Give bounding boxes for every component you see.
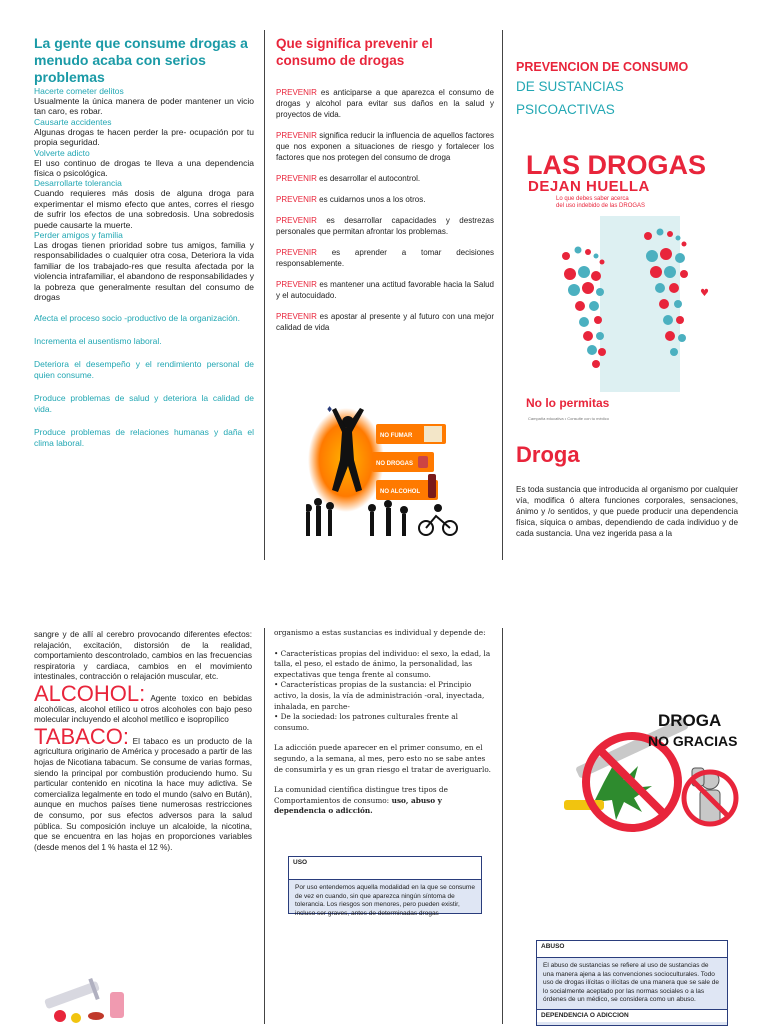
- section-text: Usualmente la única manera de poder mantener un vicio tan caro, es robar.: [34, 96, 254, 117]
- cover-title-teal: DE SUSTANCIAS: [516, 79, 624, 94]
- svg-text:NO DROGAS: NO DROGAS: [376, 461, 414, 467]
- consequences-title: La gente que consume drogas a menudo acaba con serios problemas: [34, 35, 248, 85]
- droga-definition: Es toda sustancia que introducida al organismo por cualquier vía, modifica ó altera funciones corporales, sensaciones, ánimo y /o sentidos, y que puede producir una dependencia física, síquica o ambas, dependiendo de cada individuo y de cada sustancia. Una vez ingerida pasa a la: [516, 485, 738, 538]
- svg-text:NO GRACIAS: NO GRACIAS: [648, 733, 738, 749]
- svg-text:DROGA: DROGA: [658, 711, 722, 730]
- no-smoking-sign: [376, 424, 446, 444]
- cover-title-red: PREVENCION DE CONSUMO: [516, 60, 689, 74]
- poster-footer: Campaña educativa • Consulte con tu médico: [528, 416, 610, 421]
- poster-headline: LAS DROGAS: [526, 150, 707, 180]
- factors-list: [274, 649, 494, 734]
- poster-subheadline: DEJAN HUELLA: [528, 178, 650, 195]
- factor-item: • Características propias de la sustancia: el Principio activo, la dosis, la vía de administración -oral, inyectada, inhalada, en parche-: [274, 680, 485, 711]
- effect-item: Incrementa el ausentismo laboral.: [34, 335, 162, 346]
- dependencia-heading: DEPENDENCIA O ADICCION: [537, 1009, 727, 1023]
- prevenir-paragraph: PREVENIR es mantener una actitud favorable hacia la Salud y el autocuidado.: [276, 280, 494, 300]
- poster-slogan: No lo permitas: [526, 396, 610, 410]
- uso-box: [288, 856, 482, 917]
- alcohol-section: ALCOHOL: Agente toxico en bebidas alcohólicas, alcohol etílico u otros alcoholes con bajo peso molecular incluyendo el alcohol metílico e isopropílico: [34, 680, 252, 725]
- footprints-graphic: [540, 216, 720, 392]
- consumption-types-paragraph: La comunidad científica distingue tres tipos de Comportamientos de consumo: uso, abuso y dependencia o adicción.: [274, 785, 448, 816]
- consequences-column: [34, 35, 254, 449]
- no-drugs-sign: [372, 452, 434, 472]
- factors-intro: organismo a estas sustancias es individual y depende de:: [274, 628, 486, 637]
- prevenir-paragraph: PREVENIR significa reducir la influencia de aquellos factores que nos exponen a situaciones de riesgo y fortalecer los factores que nos protegen del consumo de droga: [276, 131, 494, 162]
- section-heading: Desarrollarte tolerancia: [34, 178, 122, 189]
- column-divider: [502, 628, 503, 1024]
- prevenir-paragraph: PREVENIR es desarrollar el autocontrol.: [276, 174, 421, 183]
- abuso-box: [536, 940, 728, 1026]
- prevenir-paragraph: PREVENIR es desarrollar capacidades y destrezas personales que permitan afrontar los problemas.: [276, 216, 494, 236]
- alcohol-heading: ALCOHOL:: [34, 680, 146, 706]
- droga-heading: Droga: [516, 442, 580, 467]
- abuso-heading: ABUSO: [537, 941, 727, 958]
- section-text: El uso continuo de drogas te lleva a una dependencia física o psicológica.: [34, 157, 254, 179]
- no-alcohol-sign: [376, 474, 438, 500]
- tabaco-heading: TABACO:: [34, 723, 129, 749]
- column-divider: [264, 628, 265, 1024]
- prevention-column: [276, 35, 494, 343]
- svg-text:NO FUMAR: NO FUMAR: [380, 433, 413, 439]
- section-text: Las drogas tienen prioridad sobre tus amigos, familia y responsabilidades o cualquier otra cosa, Deteriora la vida familiar de los trabajado-res que resulta afectada por la violencia intrafamiliar, el abandono de responsabilidades y la pobreza que generalmente resultan del consumo de drogas: [34, 240, 254, 303]
- left-footprint-dots: [562, 247, 606, 369]
- prevention-title: Que significa prevenir el consumo de drogas: [276, 36, 433, 68]
- droga-continuation: sangre y de allí al cerebro provocando diferentes efectos: relajación, excitación, distorsión de la realidad, comportamiento descontrolado, cambios en las frecuencias respiratoria y cardiaca, cambios en el movimiento intestinales, contracción o relajación muscular, etc.: [34, 630, 252, 682]
- column-divider: [502, 30, 503, 560]
- addiction-paragraph: La adicción puede aparecer en el primer consumo, en el segundo, a la semana, al mes, pero esto no se sabe antes de consumirla y es un gran riesgo el tratar de averiguarlo.: [274, 743, 491, 774]
- section-heading: Volverte adicto: [34, 147, 90, 158]
- section-text: Algunas drogas te hacen perder la pre- ocupación por tu propia seguridad.: [34, 126, 254, 148]
- figure-mark: ♦: [326, 405, 334, 414]
- cover-title-block: [516, 60, 738, 120]
- effect-item: Afecta el proceso socio -productivo de la organización.: [34, 312, 241, 323]
- celebration-illustration: [306, 400, 466, 536]
- workplace-effects: [34, 313, 254, 449]
- substances-column: [34, 630, 252, 853]
- svg-text:NO ALCOHOL: NO ALCOHOL: [380, 489, 421, 495]
- factor-item: • De la sociedad: los patrones culturales frente al consumo.: [274, 712, 458, 732]
- heart-icon: ♥: [700, 288, 709, 299]
- crowd-silhouette: [306, 498, 457, 536]
- cover-title-teal: PSICOACTIVAS: [516, 102, 615, 117]
- effect-item: Produce problemas de salud y deteriora la calidad de vida.: [34, 392, 254, 414]
- section-text: Cuando requieres más dosis de alguna droga para experimentar el mismo efecto que antes, corres el riesgo de sufrir los efectos de una sobredosis. Una sobredosis puede causarte la muerte.: [34, 188, 254, 230]
- factor-item: • Características propias del individuo: el sexo, la edad, la talla, el peso, el estado de ánimo, la personalidad, las expectativas que tenga frente al consumo.: [274, 648, 491, 679]
- prevenir-paragraph: PREVENIR es anticiparse a que aparezca el consumo de drogas y alcohol para evitar sus daños en la salud y proyectos de vida.: [276, 88, 494, 119]
- pills-syringe-image: [40, 972, 130, 1024]
- prevenir-paragraph: PREVENIR es apostar al presente y al futuro con una mejor calidad de vida: [276, 312, 494, 332]
- prevenir-paragraph: PREVENIR es cuidarnos unos a los otros.: [276, 195, 426, 204]
- adiccion-column: [274, 628, 494, 827]
- droga-no-gracias-image: [524, 702, 742, 838]
- section-heading: Causarte accidentes: [34, 116, 112, 127]
- poster-tagline: Lo que debes saber acerca del uso indebido de las DROGAS: [556, 196, 646, 209]
- effect-item: Produce problemas de relaciones humanas y daña el clima laboral.: [34, 426, 254, 448]
- section-heading: Hacerte cometer delitos: [34, 86, 124, 96]
- prevenir-paragraph: PREVENIR es aprender a tomar decisiones responsablemente.: [276, 248, 495, 268]
- column-divider: [264, 30, 265, 560]
- drugs-leave-mark-poster: [516, 140, 738, 440]
- consequences-list: [34, 86, 254, 303]
- tabaco-section: TABACO: El tabaco es un producto de la agricultura originario de América y procesado a partir de las hojas de Nicotiana tabacum. Se consume de varias formas, siendo la principal por combustión produciendo humo. Su particular contenido en nicotina la hace muy adictiva. Se comercializa legalmente en todo el mundo (salvo en Bután), aunque en muchos países tiene numerosas restricciones de consumo, por sus efectos adversos para la salud pública. Su composición incluye un alcaloide, la nicotina, que se encuentra en las hojas en proporciones variables (desde menos del 1 % hasta el 12 %).: [34, 723, 252, 852]
- abuso-text: El abuso de sustancias se refiere al uso de sustancias de una manera ajena a las convenciones socioculturales. Todo uso de drogas ilícitas o ilícitas de una manera que se sale de lo socialmente aceptado por las normas sociales o a las órdenes de un médico, se considera como un abuso.: [543, 962, 719, 1003]
- section-heading: Perder amigos y familia: [34, 230, 123, 241]
- effect-item: Deteriora el desempeño y el rendimiento personal de quien consume.: [34, 358, 254, 380]
- uso-text: Por uso entendemos aquella modalidad en la que se consume de vez en cuando, sin que aparezca ningún síntoma de tolerancia. Los riesgos son menores, pero pueden existir, incluso ser graves, antes de determinadas drogas: [295, 884, 475, 917]
- uso-heading: USO: [289, 857, 481, 880]
